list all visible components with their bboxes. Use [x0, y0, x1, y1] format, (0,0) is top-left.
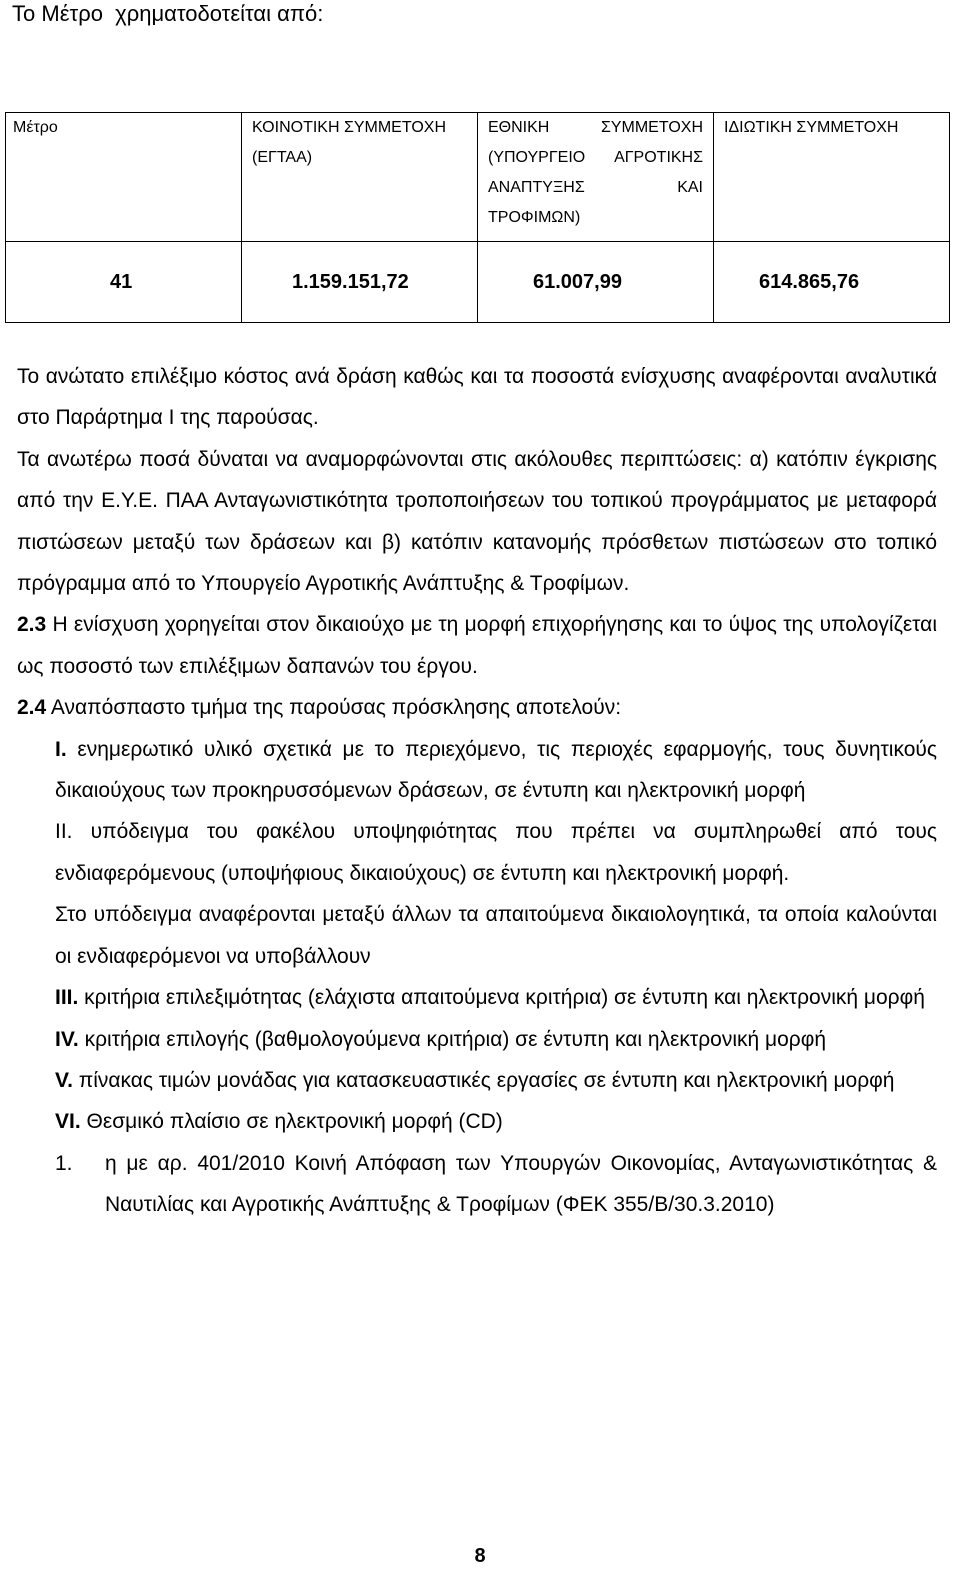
value-cell-community: 1.159.151,72 [242, 242, 478, 323]
value-cell-measure: 41 [6, 242, 242, 323]
header-cell-private: ΙΔΙΩΤΙΚΗ ΣΥΜΜΕΤΟΧΗ [714, 113, 950, 242]
page-number: 8 [474, 1545, 486, 1567]
paragraph-2-4 [17, 687, 937, 728]
table-row [6, 242, 950, 323]
section-text: Η ενίσχυση χορηγείται στον δικαιούχο με τη μορφή επιχορήγησης και το ύψος της υπολογίζεται ως ποσοστό των επιλέξιμων δαπανών του έργου. [17, 613, 937, 678]
list-item: ΙΙΙ. κριτήρια επιλεξιμότητας (ελάχιστα απαιτούμενα κριτήρια) σε έντυπη και ηλεκτρονική μορφή [55, 986, 925, 1010]
item-text: η με αρ. 401/2010 Κοινή Απόφαση των Υπουργών Οικονομίας, Ανταγωνιστικότητας & Ναυτιλίας και Αγροτικής Ανάπτυξης & Τροφίμων (ΦΕΚ 355/Β/30.3.2010) [105, 1151, 937, 1217]
list-item: Ι. ενημερωτικό υλικό σχετικά με το περιεχόμενο, τις περιοχές εφαρμογής, τους δυνητικούς δικαιούχους των προκηρυσσόμενων δράσεων, σε έντυπη και ηλεκτρονική μορφή [55, 737, 937, 803]
funding-table [5, 112, 950, 323]
paragraph-2-3 [17, 604, 937, 687]
header-cell-community: ΚΟΙΝΟΤΙΚΗ ΣΥΜΜΕΤΟΧΗ (ΕΓΤΑΑ) [242, 113, 478, 242]
section-text: Αναπόσπαστο τμήμα της παρούσας πρόσκλησης αποτελούν: [46, 696, 622, 720]
item-number: 1. [55, 1151, 73, 1175]
table-header-row [6, 113, 950, 242]
value-cell-private: 614.865,76 [714, 242, 950, 323]
section-number: 2.4 [17, 696, 47, 720]
section-number: 2.3 [17, 613, 47, 637]
list-item: ΙV. κριτήρια επιλογής (βαθμολογούμενα κριτήρια) σε έντυπη και ηλεκτρονική μορφή [55, 1027, 827, 1051]
header-cell-national: ΕΘΝΙΚΗ ΣΥΜΜΕΤΟΧΗ (ΥΠΟΥΡΓΕΙΟ ΑΓΡΟΤΙΚΗΣ ΑΝΑΠΤΥΞΗΣ ΚΑΙ ΤΡΟΦΙΜΩΝ) [478, 113, 714, 242]
document-body [17, 356, 937, 1226]
list-item: ΙΙ. υπόδειγμα του φακέλου υποψηφιότητας που πρέπει να συμπληρωθεί από τους ενδιαφερόμενους (υποψήφιους δικαιούχους) σε έντυπη και ηλεκτρονική μορφή. [55, 820, 937, 885]
numbered-item [55, 1143, 937, 1226]
paragraph-max-cost: Το ανώτατο επιλέξιμο κόστος ανά δράση καθώς και τα ποσοστά ενίσχυσης αναφέρονται αναλυτικά στο Παράρτημα Ι της παρούσας. [17, 365, 937, 430]
list-item: VI. Θεσμικό πλαίσιο σε ηλεκτρονική μορφή (CD) [55, 1110, 503, 1134]
list-item: V. πίνακας τιμών μονάδας για κατασκευαστικές εργασίες σε έντυπη και ηλεκτρονική μορφή [55, 1068, 895, 1092]
section-heading: Το Μέτρο χρηματοδοτείται από: [12, 1, 324, 26]
paragraph-amounts-revision: Τα ανωτέρω ποσά δύναται να αναμορφώνονται στις ακόλουθες περιπτώσεις: α) κατόπιν έγκρισης από την Ε.Υ.Ε. ΠΑΑ Ανταγωνιστικότητα τροποποιήσεων του τοπικού προγράμματος με μεταφορά πιστώσεων μεταξύ των δράσεων και β) κατόπιν κατανομής πρόσθετων πιστώσεων στο τοπικό πρόγραμμα από το Υπουργείο Αγροτικής Ανάπτυξης & Τροφίμων. [17, 447, 937, 596]
value-cell-national: 61.007,99 [478, 242, 714, 323]
list-item-continuation: Στο υπόδειγμα αναφέρονται μεταξύ άλλων τα απαιτούμενα δικαιολογητικά, τα οποία καλούνται οι ενδιαφερόμενοι να υποβάλλουν [55, 903, 937, 968]
header-cell-measure: Μέτρο [6, 113, 242, 242]
